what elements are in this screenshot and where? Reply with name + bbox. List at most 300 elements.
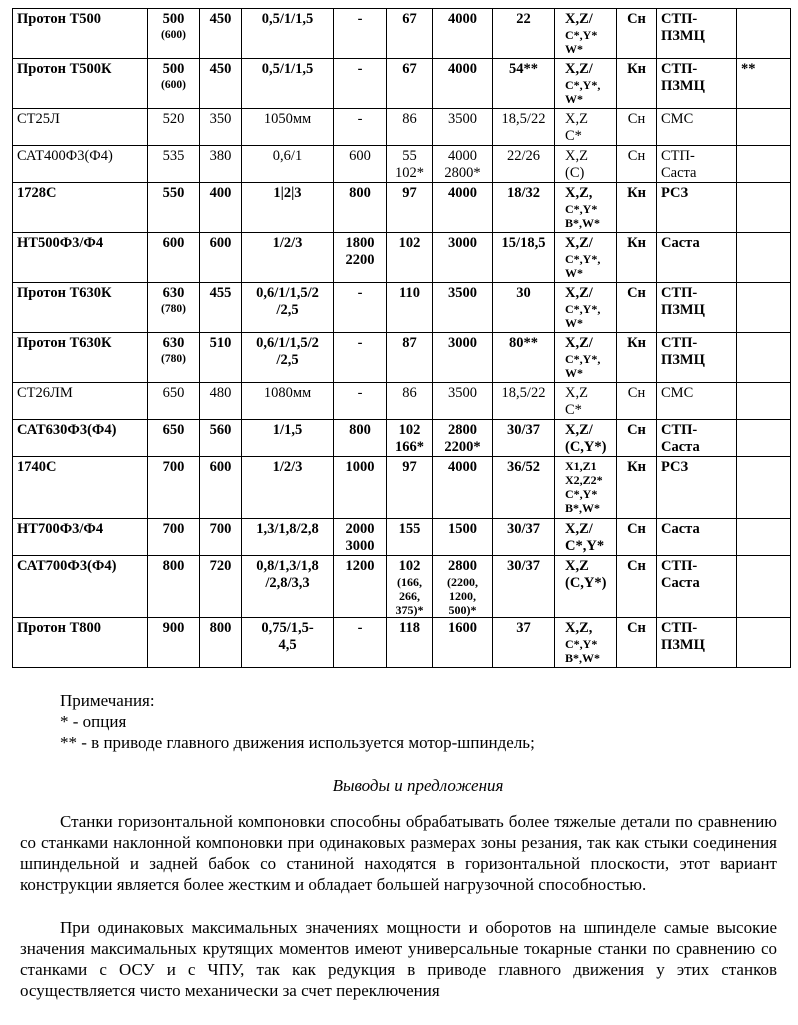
axes-cell-line: X2,Z2* bbox=[565, 473, 603, 487]
note-cell bbox=[737, 9, 791, 59]
manufacturer-cell bbox=[657, 146, 737, 183]
spindle-bore-cell-line: 102 bbox=[398, 235, 421, 251]
spindle-bore-cell bbox=[387, 420, 433, 457]
manufacturer-cell bbox=[657, 556, 737, 618]
max-diameter-cell bbox=[148, 618, 200, 668]
length-cell bbox=[242, 457, 334, 519]
bar-length-cell bbox=[334, 9, 387, 59]
spindle-speed-cell bbox=[433, 146, 493, 183]
table-row bbox=[13, 109, 791, 146]
length-cell bbox=[242, 109, 334, 146]
axes-cell-line: W* bbox=[565, 316, 583, 330]
spindle-bore-cell-line: 97 bbox=[402, 185, 417, 201]
length-cell bbox=[242, 283, 334, 333]
model-cell: СТ26ЛМ bbox=[13, 383, 148, 420]
model-cell: НТ700Ф3/Ф4 bbox=[13, 519, 148, 556]
spindle-speed-cell-line: 4000 bbox=[448, 11, 477, 27]
max-diameter-cell bbox=[148, 556, 200, 618]
axes-cell-line: C* bbox=[565, 402, 582, 418]
length-cell bbox=[242, 146, 334, 183]
power-cell-line: 22/26 bbox=[506, 148, 541, 164]
length-cell bbox=[242, 618, 334, 668]
note-cell bbox=[737, 109, 791, 146]
note-item: * - опция bbox=[60, 712, 127, 731]
max-diameter-cell bbox=[148, 383, 200, 420]
table-row bbox=[13, 183, 791, 233]
manufacturer-cell-line: Саста bbox=[661, 521, 700, 537]
axes-cell-line: C*,Y*, bbox=[565, 252, 601, 266]
manufacturer-cell bbox=[657, 183, 737, 233]
spindle-bore-cell-line: 118 bbox=[399, 620, 420, 636]
bar-length-cell bbox=[334, 420, 387, 457]
note-cell bbox=[737, 420, 791, 457]
spindle-bore-cell-line: 86 bbox=[402, 111, 417, 127]
bar-length-cell-line: 1800 bbox=[345, 235, 375, 251]
bar-length-cell-line: 2000 bbox=[345, 521, 375, 537]
model-cell: Протон Т500К bbox=[13, 59, 148, 109]
manufacturer-cell-line: СТП- bbox=[661, 11, 698, 27]
power-cell-line: 18,5/22 bbox=[501, 111, 546, 127]
manufacturer-cell-line: СТП- bbox=[661, 558, 698, 574]
axes-cell-line: C*,Y*, bbox=[565, 352, 601, 366]
bar-length-cell bbox=[334, 519, 387, 556]
model-cell: САТ400Ф3(Ф4) bbox=[13, 146, 148, 183]
manufacturer-cell-line: СТП- bbox=[661, 620, 698, 636]
spindle-bore-cell bbox=[387, 556, 433, 618]
spindle-speed-cell-line: 3500 bbox=[448, 285, 477, 301]
bar-length-cell bbox=[334, 556, 387, 618]
bar-length-cell-line: 800 bbox=[349, 422, 371, 438]
bar-length-cell-line: 1200 bbox=[345, 558, 375, 574]
power-cell bbox=[493, 233, 555, 283]
max-diameter-cell bbox=[148, 283, 200, 333]
power-cell-line: 18/32 bbox=[506, 185, 541, 201]
spindle-speed-cell-option-line: 500)* bbox=[448, 603, 477, 617]
spindle-speed-cell bbox=[433, 420, 493, 457]
table-row bbox=[13, 457, 791, 519]
axes-cell-line: X,Z bbox=[565, 111, 588, 127]
spindle-speed-cell bbox=[433, 556, 493, 618]
length-cell bbox=[242, 9, 334, 59]
axes-cell-line: C*,Y* bbox=[565, 487, 598, 501]
max-diameter-value: 650 bbox=[162, 385, 185, 401]
spindle-bore-cell bbox=[387, 283, 433, 333]
layout-cell: Кн bbox=[617, 333, 657, 383]
layout-cell: Кн bbox=[617, 233, 657, 283]
axes-cell-line: X,Z/ bbox=[565, 235, 593, 251]
power-cell bbox=[493, 109, 555, 146]
power-cell-line: 30/37 bbox=[506, 521, 541, 537]
manufacturer-cell-line: СТП- bbox=[661, 285, 698, 301]
bar-length-cell-line: - bbox=[357, 620, 363, 636]
note-cell bbox=[737, 457, 791, 519]
spindle-speed-cell-line: 2200* bbox=[444, 439, 481, 455]
model-cell: Протон Т630К bbox=[13, 283, 148, 333]
length-cell bbox=[242, 333, 334, 383]
layout-cell: Кн bbox=[617, 183, 657, 233]
spindle-bore-cell-line: 102 bbox=[398, 422, 421, 438]
axes-cell-line: W* bbox=[565, 366, 583, 380]
spindle-bore-cell bbox=[387, 457, 433, 519]
manufacturer-cell-line: Саста bbox=[661, 235, 700, 251]
axes-cell-line: X,Z/ bbox=[565, 422, 593, 438]
power-cell bbox=[493, 383, 555, 420]
axes-cell bbox=[555, 420, 617, 457]
spindle-speed-cell bbox=[433, 59, 493, 109]
note-cell bbox=[737, 233, 791, 283]
axes-cell-line: C*,Y* bbox=[565, 28, 598, 42]
axes-cell bbox=[555, 183, 617, 233]
manufacturer-cell-line: ПЗМЦ bbox=[661, 352, 705, 368]
max-diameter-value: 700 bbox=[162, 459, 185, 475]
max-diameter-value: 900 bbox=[162, 620, 185, 636]
table-row bbox=[13, 556, 791, 618]
diameter-over-carriage-cell: 600 bbox=[200, 233, 242, 283]
power-cell-line: 80** bbox=[509, 335, 538, 351]
power-cell-line: 15/18,5 bbox=[501, 235, 546, 251]
model-cell: СТ25Л bbox=[13, 109, 148, 146]
power-cell bbox=[493, 457, 555, 519]
manufacturer-cell bbox=[657, 420, 737, 457]
spindle-bore-cell-line: 67 bbox=[402, 11, 417, 27]
table-row bbox=[13, 283, 791, 333]
manufacturer-cell-line: Саста bbox=[661, 439, 700, 455]
max-diameter-value: 500 bbox=[162, 61, 185, 77]
spindle-speed-cell bbox=[433, 233, 493, 283]
max-diameter-value: 520 bbox=[162, 111, 185, 127]
bar-length-cell bbox=[334, 109, 387, 146]
spindle-bore-cell bbox=[387, 233, 433, 283]
axes-cell-line: C* bbox=[565, 128, 582, 144]
spindle-bore-cell bbox=[387, 109, 433, 146]
spindle-speed-cell-line: 4000 bbox=[448, 459, 477, 475]
max-diameter-value: 700 bbox=[162, 521, 185, 537]
axes-cell-line: X,Z bbox=[565, 385, 588, 401]
max-diameter-option: (780) bbox=[161, 303, 186, 315]
manufacturer-cell bbox=[657, 618, 737, 668]
max-diameter-option: (600) bbox=[161, 29, 186, 41]
bar-length-cell bbox=[334, 283, 387, 333]
length-cell bbox=[242, 233, 334, 283]
bar-length-cell bbox=[334, 183, 387, 233]
length-cell bbox=[242, 420, 334, 457]
axes-cell bbox=[555, 457, 617, 519]
power-cell-line: 36/52 bbox=[506, 459, 541, 475]
spindle-speed-cell-line: 4000 bbox=[448, 185, 477, 201]
axes-cell-line: X,Z/ bbox=[565, 61, 593, 77]
note-cell bbox=[737, 183, 791, 233]
axes-cell bbox=[555, 283, 617, 333]
manufacturer-cell bbox=[657, 283, 737, 333]
axes-cell bbox=[555, 9, 617, 59]
max-diameter-cell bbox=[148, 333, 200, 383]
length-cell-line: 1/1,5 bbox=[272, 422, 303, 438]
axes-cell-line: X1,Z1 bbox=[565, 459, 597, 473]
table-row bbox=[13, 9, 791, 59]
table-row bbox=[13, 618, 791, 668]
power-cell bbox=[493, 183, 555, 233]
axes-cell bbox=[555, 556, 617, 618]
bar-length-cell-line: 2200 bbox=[345, 252, 375, 268]
power-cell bbox=[493, 283, 555, 333]
note-cell bbox=[737, 556, 791, 618]
length-cell-line: /2,5 bbox=[276, 302, 299, 318]
section-heading: Выводы и предложения bbox=[332, 776, 504, 795]
spindle-bore-cell-line: 55 bbox=[402, 148, 417, 164]
max-diameter-value: 500 bbox=[162, 11, 185, 27]
notes bbox=[60, 690, 535, 753]
bar-length-cell bbox=[334, 146, 387, 183]
spindle-speed-cell-line: 3000 bbox=[448, 235, 477, 251]
model-cell: САТ630Ф3(Ф4) bbox=[13, 420, 148, 457]
spindle-speed-cell bbox=[433, 9, 493, 59]
spindle-bore-cell-line: 102 bbox=[398, 558, 421, 574]
paragraph: Станки горизонтальной компоновки способны обрабатывать более тяжелые детали по сравнению со станками наклонной компоновки при одинаковых размерах зоны резания, так как стыки соединения шпиндельной и задней бабок со станиной находятся в горизонтальной плоскости, этот вариант конструкции является более жестким и обладает большей нагрузочной способностью. bbox=[20, 812, 777, 894]
length-cell bbox=[242, 519, 334, 556]
table-row bbox=[13, 420, 791, 457]
manufacturer-cell-line: СТП- bbox=[661, 422, 698, 438]
axes-cell-line: X,Z/ bbox=[565, 521, 593, 537]
axes-cell-line: B*,W* bbox=[565, 216, 601, 230]
axes-cell-line: X,Z bbox=[565, 558, 589, 574]
layout-cell: Сн bbox=[617, 420, 657, 457]
length-cell bbox=[242, 383, 334, 420]
power-cell bbox=[493, 9, 555, 59]
table-row bbox=[13, 383, 791, 420]
note-cell bbox=[737, 283, 791, 333]
axes-cell-line: C*,Y* bbox=[565, 202, 598, 216]
table-row bbox=[13, 519, 791, 556]
manufacturer-cell bbox=[657, 457, 737, 519]
manufacturer-cell-line: СТП- bbox=[661, 148, 695, 164]
axes-cell-line: B*,W* bbox=[565, 501, 601, 515]
note-item: ** - в приводе главного движения используется мотор-шпиндель; bbox=[60, 733, 535, 752]
manufacturer-cell-line: РСЗ bbox=[661, 185, 689, 201]
max-diameter-option: (600) bbox=[161, 79, 186, 91]
manufacturer-cell-line: СМС bbox=[661, 385, 694, 401]
spindle-bore-cell-line: 86 bbox=[402, 385, 417, 401]
bar-length-cell-line: 600 bbox=[349, 148, 371, 164]
axes-cell bbox=[555, 333, 617, 383]
spindle-speed-cell-line: 2800 bbox=[448, 558, 477, 574]
diameter-over-carriage-cell: 380 bbox=[200, 146, 242, 183]
spindle-speed-cell bbox=[433, 109, 493, 146]
note-cell bbox=[737, 519, 791, 556]
max-diameter-cell bbox=[148, 420, 200, 457]
axes-cell-line: X,Z/ bbox=[565, 285, 593, 301]
axes-cell-line: X,Z, bbox=[565, 185, 593, 201]
power-cell bbox=[493, 618, 555, 668]
power-cell bbox=[493, 146, 555, 183]
axes-cell-line: C*,Y*, bbox=[565, 302, 601, 316]
spindle-speed-cell-line: 3500 bbox=[448, 111, 477, 127]
spindle-bore-cell bbox=[387, 383, 433, 420]
axes-cell-line: W* bbox=[565, 92, 583, 106]
max-diameter-cell bbox=[148, 183, 200, 233]
power-cell bbox=[493, 519, 555, 556]
spindle-speed-cell-line: 1500 bbox=[448, 521, 477, 537]
spindle-speed-cell-line: 4000 bbox=[448, 148, 477, 164]
max-diameter-cell bbox=[148, 59, 200, 109]
manufacturer-cell-line: Саста bbox=[661, 575, 700, 591]
axes-cell-line: C*,Y*, bbox=[565, 78, 601, 92]
power-cell-line: 30/37 bbox=[506, 422, 541, 438]
spindle-bore-cell-line: 155 bbox=[398, 521, 421, 537]
length-cell bbox=[242, 556, 334, 618]
axes-cell-line: B*,W* bbox=[565, 651, 601, 665]
manufacturer-cell bbox=[657, 519, 737, 556]
axes-cell-line: W* bbox=[565, 266, 583, 280]
length-cell-line: 0,6/1/1,5/2 bbox=[256, 335, 319, 351]
layout-cell: Кн bbox=[617, 457, 657, 519]
diameter-over-carriage-cell: 600 bbox=[200, 457, 242, 519]
diameter-over-carriage-cell: 450 bbox=[200, 59, 242, 109]
power-cell-line: 30 bbox=[516, 285, 531, 301]
spindle-speed-cell-line: 3500 bbox=[448, 385, 477, 401]
power-cell-line: 18,5/22 bbox=[501, 385, 546, 401]
bar-length-cell bbox=[334, 59, 387, 109]
spindle-bore-cell-line: 67 bbox=[402, 61, 417, 77]
bar-length-cell-line: 3000 bbox=[345, 538, 375, 554]
axes-cell bbox=[555, 146, 617, 183]
length-cell-line: 0,6/1/1,5/2 bbox=[256, 285, 319, 301]
table-row bbox=[13, 59, 791, 109]
length-cell-line: 1|2|3 bbox=[273, 185, 302, 201]
layout-cell: Сн bbox=[617, 383, 657, 420]
max-diameter-cell bbox=[148, 109, 200, 146]
manufacturer-cell-line: Саста bbox=[661, 165, 697, 181]
table-body bbox=[13, 9, 791, 668]
bar-length-cell-line: - bbox=[357, 335, 363, 351]
length-cell-line: 0,6/1 bbox=[272, 148, 303, 164]
axes-cell-line: (C,Y*) bbox=[565, 439, 607, 455]
bar-length-cell-line: - bbox=[357, 11, 363, 27]
bar-length-cell bbox=[334, 233, 387, 283]
manufacturer-cell-line: ПЗМЦ bbox=[661, 302, 705, 318]
spindle-speed-cell bbox=[433, 383, 493, 420]
diameter-over-carriage-cell: 700 bbox=[200, 519, 242, 556]
length-cell-line: 0,8/1,3/1,8 bbox=[256, 558, 319, 574]
axes-cell bbox=[555, 519, 617, 556]
model-cell: Протон Т500 bbox=[13, 9, 148, 59]
axes-cell-line: C*,Y* bbox=[565, 637, 598, 651]
power-cell-line: 22 bbox=[516, 11, 531, 27]
spindle-bore-cell-option-line: 266, bbox=[399, 589, 420, 603]
max-diameter-option: (780) bbox=[161, 353, 186, 365]
diameter-over-carriage-cell: 800 bbox=[200, 618, 242, 668]
spindle-bore-cell-line: 102* bbox=[395, 165, 424, 181]
length-cell-line: 0,5/1/1,5 bbox=[261, 11, 314, 27]
spindle-bore-cell bbox=[387, 59, 433, 109]
bar-length-cell-line: - bbox=[357, 111, 363, 127]
diameter-over-carriage-cell: 720 bbox=[200, 556, 242, 618]
spindle-bore-cell bbox=[387, 618, 433, 668]
bar-length-cell-line: - bbox=[357, 285, 363, 301]
bar-length-cell bbox=[334, 383, 387, 420]
axes-cell-line: X,Z/ bbox=[565, 11, 593, 27]
spindle-speed-cell bbox=[433, 183, 493, 233]
bar-length-cell bbox=[334, 457, 387, 519]
spindle-speed-cell bbox=[433, 519, 493, 556]
spindle-speed-cell bbox=[433, 283, 493, 333]
layout-cell: Кн bbox=[617, 59, 657, 109]
length-cell bbox=[242, 183, 334, 233]
bar-length-cell-line: - bbox=[357, 61, 363, 77]
notes-title: Примечания: bbox=[60, 691, 155, 710]
spindle-speed-cell-line: 3000 bbox=[448, 335, 477, 351]
axes-cell-line: C*,Y* bbox=[565, 538, 605, 554]
bar-length-cell bbox=[334, 618, 387, 668]
axes-cell bbox=[555, 109, 617, 146]
manufacturer-cell bbox=[657, 59, 737, 109]
length-cell-line: 0,5/1/1,5 bbox=[261, 61, 314, 77]
spindle-bore-cell-line: 87 bbox=[402, 335, 417, 351]
manufacturer-cell-line: ПЗМЦ bbox=[661, 78, 705, 94]
model-cell: Протон Т800 bbox=[13, 618, 148, 668]
diameter-over-carriage-cell: 560 bbox=[200, 420, 242, 457]
diameter-over-carriage-cell: 350 bbox=[200, 109, 242, 146]
manufacturer-cell-line: СТП- bbox=[661, 335, 698, 351]
spindle-bore-cell-line: 97 bbox=[402, 459, 417, 475]
axes-cell-line: (C) bbox=[565, 165, 585, 181]
diameter-over-carriage-cell: 510 bbox=[200, 333, 242, 383]
length-cell-line: 1/2/3 bbox=[272, 459, 303, 475]
spindle-speed-cell-line: 4000 bbox=[448, 61, 477, 77]
table-row bbox=[13, 333, 791, 383]
length-cell bbox=[242, 59, 334, 109]
model-cell: 1740С bbox=[13, 457, 148, 519]
note-cell bbox=[737, 333, 791, 383]
paragraph: При одинаковых максимальных значениях мощности и оборотов на шпинделе самые высокие значения максимальных крутящих моментов имеют универсальные токарные станки по сравнению со станками с ОСУ и с ЧПУ, так как редукция в приводе главного движения у этих станков осуществляется чисто механически за счет переключения bbox=[20, 918, 777, 1000]
manufacturer-cell bbox=[657, 9, 737, 59]
model-cell: 1728С bbox=[13, 183, 148, 233]
lathe-specs-table bbox=[12, 8, 791, 668]
manufacturer-cell bbox=[657, 383, 737, 420]
spindle-speed-cell bbox=[433, 457, 493, 519]
axes-cell-line: X,Z bbox=[565, 148, 588, 164]
axes-cell bbox=[555, 618, 617, 668]
layout-cell: Сн bbox=[617, 519, 657, 556]
power-cell bbox=[493, 59, 555, 109]
layout-cell: Сн bbox=[617, 109, 657, 146]
table-row bbox=[13, 146, 791, 183]
spindle-speed-cell bbox=[433, 333, 493, 383]
spindle-bore-cell bbox=[387, 183, 433, 233]
spindle-speed-cell-option-line: (2200, bbox=[447, 575, 478, 589]
manufacturer-cell bbox=[657, 233, 737, 283]
max-diameter-value: 650 bbox=[162, 422, 185, 438]
length-cell-line: /2,8/3,3 bbox=[265, 575, 310, 591]
layout-cell: Сн bbox=[617, 556, 657, 618]
power-cell-line: 37 bbox=[516, 620, 531, 636]
layout-cell: Сн bbox=[617, 618, 657, 668]
power-cell bbox=[493, 420, 555, 457]
layout-cell: Сн bbox=[617, 146, 657, 183]
spindle-bore-cell bbox=[387, 146, 433, 183]
note-cell bbox=[737, 146, 791, 183]
length-cell-line: 1,3/1,8/2,8 bbox=[256, 521, 319, 537]
max-diameter-value: 630 bbox=[162, 285, 185, 301]
manufacturer-cell-line: РСЗ bbox=[661, 459, 689, 475]
model-cell: НТ500Ф3/Ф4 bbox=[13, 233, 148, 283]
manufacturer-cell bbox=[657, 333, 737, 383]
spindle-speed-cell-line: 2800* bbox=[444, 165, 481, 181]
spindle-bore-cell bbox=[387, 9, 433, 59]
length-cell-line: 1/2/3 bbox=[272, 235, 303, 251]
length-cell-line: 1080мм bbox=[263, 385, 312, 401]
diameter-over-carriage-cell: 455 bbox=[200, 283, 242, 333]
spindle-bore-cell bbox=[387, 519, 433, 556]
